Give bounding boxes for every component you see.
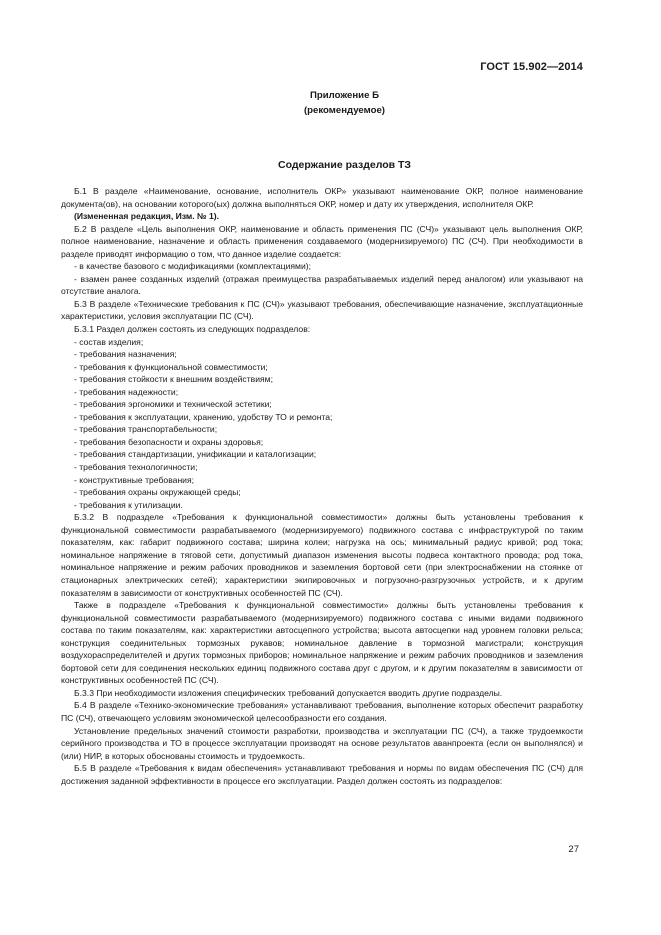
paragraph-b2: Б.2 В разделе «Цель выполнения ОКР, наименование и область применения ПС (СЧ)» указывают цель выполнения ОКР, полное наименование, назначение и область применения создаваемого (модернизируемого) ПС (СЧ). При необходимости в разделе приводят информацию о том, что данное изделие создается:: [61, 223, 583, 259]
paragraph-b4: Б.4 В разделе «Технико-экономические требования» устанавливают требования, выполнение которых обеспечит разработку ПС (СЧ), отвечающего условиям экономической целесообразности его создания.: [61, 700, 583, 723]
list-item: - взамен ранее созданных изделий (отражая преимущества разрабатываемых изделий перед аналогом) или указывают на отсутствие аналога.: [61, 273, 583, 297]
appendix-title: Приложение Б: [310, 90, 379, 101]
list-item: - требования эргономики и технической эстетики;: [74, 399, 272, 410]
document-body: [61, 185, 583, 787]
paragraph-b5: Б.5 В разделе «Требования к видам обеспечения» устанавливают требования и нормы по видам обеспечения ПС (СЧ) для достижения заданной эффективности в процессе его эксплуатации. Раздел должен состоять из подразделов:: [61, 763, 583, 786]
amendment-note: (Измененная редакция, Изм. № 1).: [74, 211, 220, 222]
list-item: - требования стойкости к внешним воздействиям;: [74, 374, 273, 385]
paragraph-b1: Б.1 В разделе «Наименование, основание, исполнитель ОКР» указывают наименование ОКР, полное наименование документа(ов), на основании которого(ых) должна выполняться ОКР, номер и дату их утверждения, исполнителя ОКР.: [61, 186, 583, 209]
paragraph-b3-1: Б.3.1 Раздел должен состоять из следующих подразделов:: [74, 324, 311, 335]
list-item: - требования назначения;: [74, 349, 177, 360]
paragraph-b3-2: Б.3.2 В подразделе «Требования к функциональной совместимости» должны быть установлены требования к функциональной совместимости разрабатываемого (модернизируемого) подвижного состава с инфраструктурой по таким показателям, как: габарит подвижного состава; ширина колеи; нагрузка на ось; минимальный радиус кривой; род тока; номинальное напряжение в тяговой сети, допустимый диапазон изменения высоты подвеса контактного провода; род тока, номинальное напряжение и режим рабочих проводников и заземления бортовой сети (при электроснабжении на стоянке от стационарных электрических сетей); характеристики экипировочных и погрузочно-разгрузочных устройств, и к другим показателям в зависимости от конструктивных особенностей ПС (СЧ).: [61, 512, 583, 598]
list-item: - в качестве базового с модификациями (комплектациями);: [74, 261, 311, 272]
list-item: - требования стандартизации, унификации и каталогизации;: [74, 449, 317, 460]
subsection-list: [61, 336, 583, 512]
page-number: 27: [568, 844, 579, 855]
list-item: - требования охраны окружающей среды;: [74, 487, 241, 498]
section-title: Содержание разделов ТЗ: [277, 159, 412, 171]
list-item: - требования надежности;: [74, 386, 179, 397]
list-item: - конструктивные требования;: [74, 474, 195, 485]
paragraph-b3: Б.3 В разделе «Технические требования к ПС (СЧ)» указывают требования, обеспечивающие назначение, эксплуатационные характеристики, условия эксплуатации ПС (СЧ).: [61, 298, 583, 322]
list-item: - требования к эксплуатации, хранению, удобству ТО и ремонта;: [74, 411, 333, 422]
list-item: - требования к утилизации.: [74, 499, 183, 510]
standard-header: ГОСТ 15.902—2014: [480, 61, 583, 73]
list-item: - состав изделия;: [74, 336, 144, 347]
list-item: - требования безопасности и охраны здоровья;: [74, 436, 264, 447]
list-item: - требования технологичности;: [74, 462, 198, 473]
paragraph-b3-3: Б.3.3 При необходимости изложения специфических требований допускается вводить другие подразделы.: [74, 687, 503, 698]
appendix-subtitle: (рекомендуемое): [303, 105, 385, 116]
list-item: - требования транспортабельности;: [74, 424, 218, 435]
paragraph-compatibility: Также в подразделе «Требования к функциональной совместимости» должны быть установлены требования к функциональной совместимости разрабатываемого (модернизируемого) подвижного состава с иными видами подвижного состава по таким показателям, как: характеристики автосцепного устройства; высота автосцепки над уровнем головки рельса; конструкция соединительных тормозных рукавов; номинальное давление в тормозной магистрали; конструкция воздухораспределителей и других тормозных приборов; номинальное напряжение и режим рабочих проводников и заземления бортовой сети для соединения нескольких единиц подвижного состава друг с другом, и к другим показателям в зависимости от конструктивных особенностей ПС (СЧ).: [61, 600, 583, 686]
list-item: - требования к функциональной совместимости;: [74, 361, 268, 372]
paragraph-cost-limits: Установление предельных значений стоимости разработки, производства и эксплуатации ПС (СЧ), а также трудоемкости серийного производства и ТО в процессе эксплуатации производят на основе результатов аванпроекта (если он выполнялся) и (или) НИР, в которых обоснованы стоимость и трудоемкость.: [61, 725, 583, 761]
